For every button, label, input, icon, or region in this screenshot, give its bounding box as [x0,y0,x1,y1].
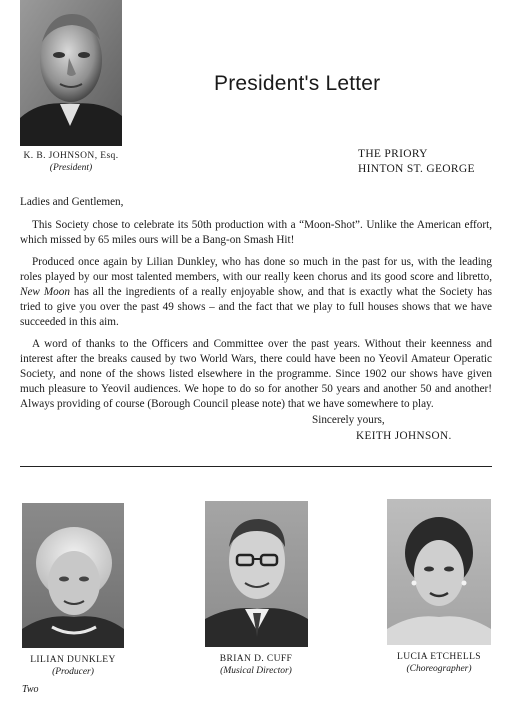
musical-director-role: (Musical Director) [220,665,292,676]
musical-director-name: BRIAN D. CUFF [219,654,293,664]
signature: KEITH JOHNSON. [356,430,452,442]
sender-address [358,147,475,177]
producer-role: (Producer) [52,666,94,677]
address-line-1: THE PRIORY [358,148,428,160]
divider [20,466,492,467]
choreographer-photo [387,499,491,645]
address-line-2: HINTON ST. GEORGE [358,163,475,175]
president-name: K. B. JOHNSON, Esq. [23,151,119,161]
sign-off [312,412,452,444]
president-photo [20,0,122,146]
musical-director-caption [191,654,321,678]
choreographer-role: (Choreographer) [406,663,472,674]
show-title: New Moon [20,285,70,298]
page-title: President's Letter [214,72,381,95]
salutation: Ladies and Gentlemen, [20,196,124,208]
letter-paragraph-3: A word of thanks to the Officers and Committee over the past years. Without their keenness and interest after the breaks caused by two World Wars, there could have been no Yeovil Amateur Operatic Society, and none of the shows listed elsewhere in the programme. Since 1902 our shows have given much pleasure to Yeovil audiences. We hope to do so for another 50 years and another 50 and another! Always providing of course (Borough Council please note) that we have somewhere to play. [20,338,492,410]
choreographer-caption [374,652,504,676]
president-role: (President) [49,162,93,173]
letter-paragraph-2 [20,255,492,329]
paragraph-2-text-a: Produced once again by Lilian Dunkley, who has done so much in the past for us, with the leading roles played by our most talented members, with our really keen chorus and its good score and libretto, [20,256,492,284]
paragraph-2-text-b: has all the ingredients of a really enjoyable show, and that is exactly what the Society has tried to give you over the past 49 shows – and the fact that we play to full houses shows that we have succeeded in this aim. [20,285,492,328]
page-number: Two [22,684,39,695]
producer-name: LILIAN DUNKLEY [30,655,116,665]
producer-photo [22,503,124,648]
musical-director-photo [205,501,308,647]
president-caption [14,151,128,175]
letter-paragraph-1: This Society chose to celebrate its 50th production with a “Moon-Shot”. Unlike the American effort, which missed by 65 miles ours will be a Bang-on Smash Hit! [20,218,492,246]
producer-caption [8,655,138,679]
letter-body [20,195,492,419]
closing: Sincerely yours, [312,414,385,426]
choreographer-name: LUCIA ETCHELLS [397,652,481,662]
